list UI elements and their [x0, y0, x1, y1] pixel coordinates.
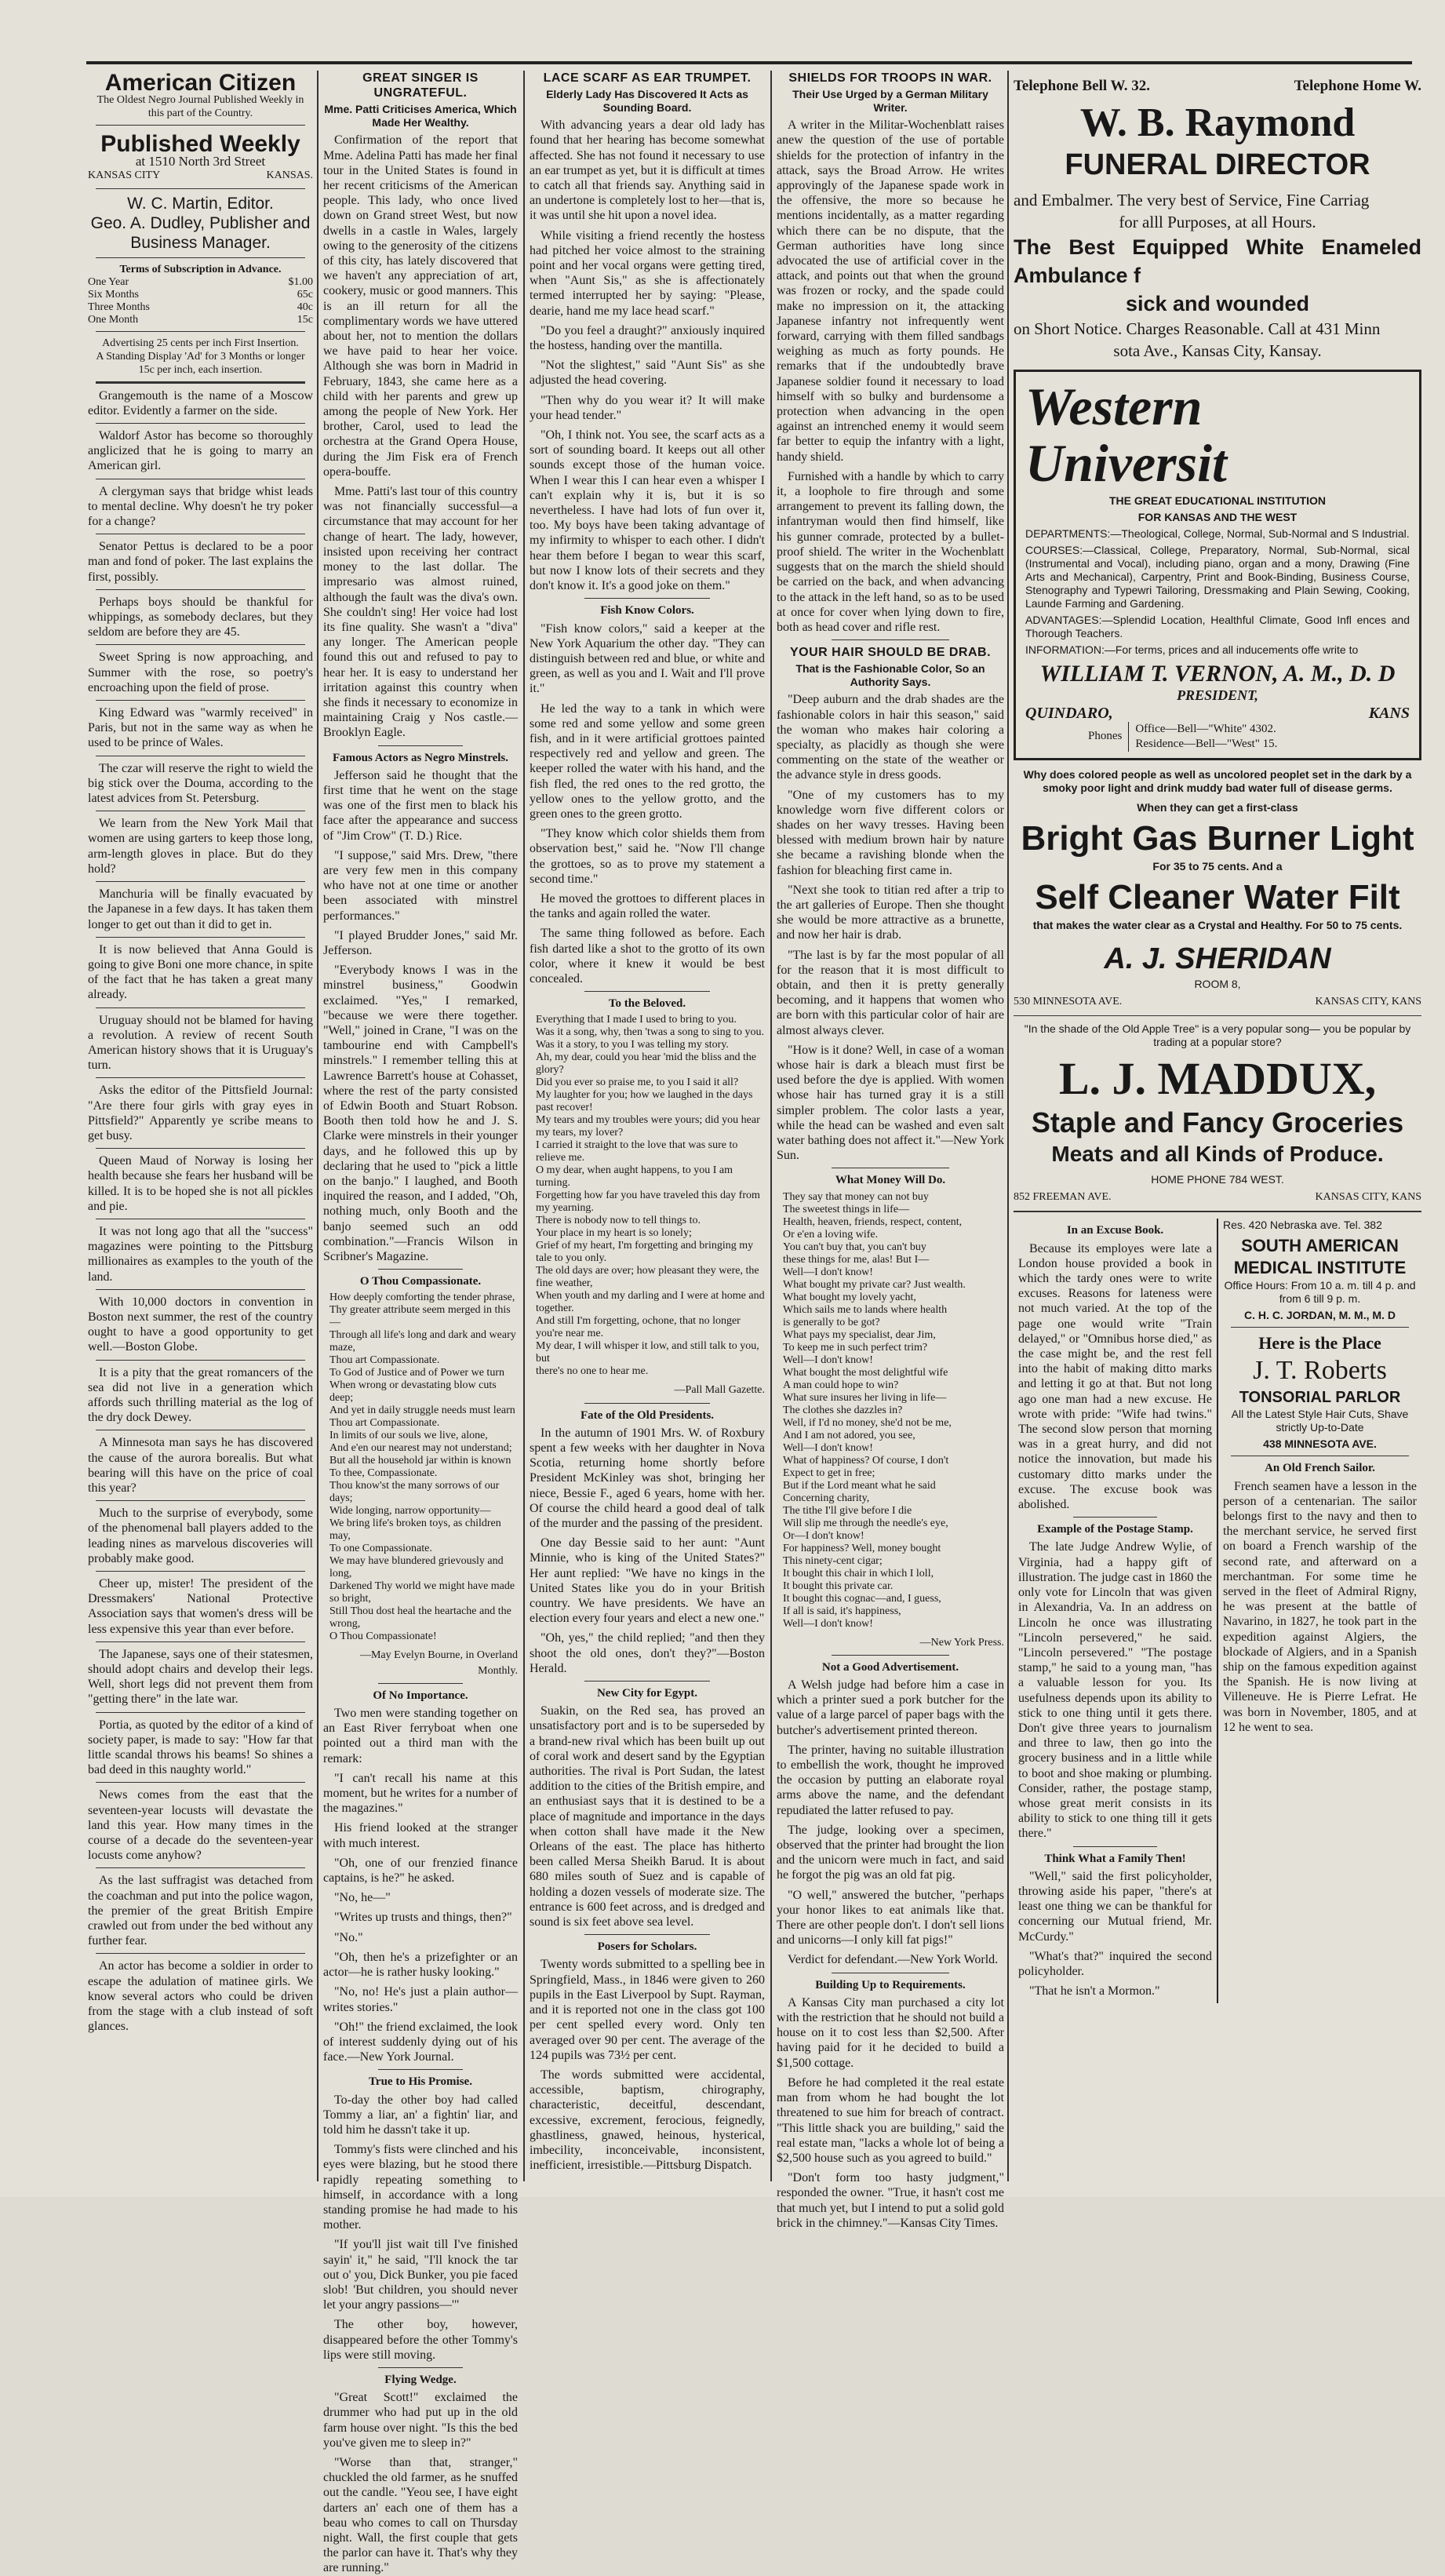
paragraph: It was not long ago that all the "success" magazines were pointing to the Pittsburg millionaires as examples to the youth of the land. [88, 1224, 313, 1284]
raymond-line: for alll Purposes, at all Hours. [1119, 213, 1316, 232]
divider [1014, 1211, 1421, 1212]
column-3 [530, 71, 765, 2181]
raymond-line: on Short Notice. Charges Reasonable. Call at 431 Minn [1014, 319, 1381, 339]
paragraph: The judge, looking over a specimen, observed that the printer had brought the lion and the unicorn were much in fact, and said he forgot the pig was an old fat pig. [777, 1823, 1004, 1882]
paragraph: The late Judge Andrew Wylie, of Virginia, had a happy gift of illustration. The judge cast in 1860 the only vote for Lincoln that was given in Alexandria, Va. In an address on Lincoln he once was illustrating "Lincoln persevered," he said. "Lincoln persevered." "The postage stamp," he said to a young man, "has a valuable lesson for you. Its usefulness depends upon its ability to stick to one thing until it gets there. Don't give three years to journalism and three to law, then go into the grocery business and in a little while to boot and shoe making or plumbing. Consider, rather, the postage stamp, whose great merit consists in its ability to stick to one thing till it gets there." [1018, 1540, 1212, 1841]
paragraph: "Fish know colors," said a keeper at the New York Aquarium the other day. "They can distinguish between red and blue, or white and green, as well as you and I. Wait and I'll prove it." [530, 621, 765, 696]
article-headline: Example of the Postage Stamp. [1037, 1523, 1193, 1536]
paragraph: His friend looked at the stranger with much interest. [323, 1821, 518, 1850]
sheridan-city: KANSAS CITY, KANS [1315, 996, 1421, 1008]
sa-residence: Res. 420 Nebraska ave. Tel. 382 [1223, 1219, 1382, 1232]
paragraph: Senator Pettus is declared to be a poor man and fond of poker. The last explains the first, possibly. [88, 540, 313, 584]
western-vernon: WILLIAM T. VERNON, A. M., D. D [1039, 661, 1396, 687]
paragraph: Sweet Spring is now approaching, and Summer with the rose, so poetry's encroaching upon the field of prose. [88, 650, 313, 694]
paragraph: Tommy's fists were clinched and his eyes were blazing, but he stood there rapidly repeating something to himself, in accordance with a long standing promise he had made to his mother. [323, 2143, 518, 2232]
divider [1073, 1517, 1157, 1518]
paragraph: "Do you feel a draught?" anxiously inquired the hostess, handing over the mantilla. [530, 323, 765, 353]
paragraph: The other boy, however, disappeared before the other Tommy's lips were still moving. [323, 2318, 518, 2362]
sheridan-gas-light: Bright Gas Burner Light [1021, 819, 1414, 858]
sheridan-question: When they can get a first-class [1137, 801, 1298, 814]
divider [96, 700, 305, 701]
divider [96, 1289, 305, 1290]
divider [378, 2367, 463, 2368]
bottom-right-column [1217, 1219, 1421, 2003]
paragraph: Cheer up, mister! The president of the Dressmakers' National Protective Association says that women's dress will be less expensive this year than ever before. [88, 1577, 313, 1636]
divider [96, 1007, 305, 1008]
paragraph: "What's that?" inquired the second policyholder. [1018, 1949, 1212, 1978]
maddux-meats: Meats and all Kinds of Produce. [1051, 1142, 1384, 1167]
article-headline: An Old French Sailor. [1265, 1462, 1375, 1475]
paragraph: A Welsh judge had before him a case in which a printer sued a pork butcher for the value of a large parcel of paper bags with the butcher's advertisement printed thereon. [777, 1678, 1004, 1737]
maddux-address: 852 FREEMAN AVE. [1014, 1191, 1112, 1204]
raymond-line: sota Ave., Kansas City, Kansay. [1113, 341, 1322, 361]
paragraph: "Writes up trusts and things, then?" [334, 1911, 512, 1925]
terms-row: Six Months 65c [88, 288, 313, 301]
raymond-name: W. B. Raymond [1079, 100, 1356, 146]
paragraph: "If you'll jist wait till I've finished sayin' it," he said, "I'll knock the tar out o' you, Dick Bunker, you pie faced slob! 'But children, you should never let your angry passions—'" [323, 2238, 518, 2312]
western-president: PRESIDENT, [1177, 687, 1258, 704]
city-right: KANSAS. [266, 169, 313, 182]
paragraph: News comes from the east that the seventeen-year locusts will devastate the land this year. How many times in the course of a decade do the seventeen-year locusts come anyhow? [88, 1788, 313, 1863]
article-subhead: That is the Fashionable Color, So an Authority Says. [795, 662, 985, 689]
paragraph: To-day the other boy had called Tommy a liar, an' a fightin' liar, and told him he dassn't take it up. [323, 2093, 518, 2137]
advert-rate: Advertising 25 cents per inch First Insertion. [102, 337, 299, 349]
maddux-groceries: Staple and Fancy Groceries [1031, 1106, 1404, 1139]
divider [378, 2069, 463, 2070]
divider [96, 331, 305, 332]
western-location [1025, 706, 1410, 721]
sa-name: SOUTH AMERICAN MEDICAL INSTITUTE [1233, 1236, 1407, 1278]
paragraph: We learn from the New York Mail that women are using garters to keep those long, arm-length gloves in place. But do they hold? [88, 817, 313, 876]
column-5-advertisements [1014, 71, 1421, 2181]
paragraph: "Everybody knows I was in the minstrel business," Goodwin exclaimed. "Yes," I remarked, "because we were there together. "Well," joined in Crane, "I was on the tambourine end with Campbell's minstrels." I remember telling this at Lawrence Barrett's house at Cohasset, where the rest of the party consisted of Edwin Booth and Stuart Robson. Booth then told how he and J. S. Clarke were minstrels in their younger days, and he followed this up by declaring that he used to "pick a little on the banjo." I laughed, and Booth inquired the reason, and I added, "Oh, nothing much, only Booth and the banjo seemed such an odd combination."—Francis Wilson in Scribner's Magazine. [323, 964, 518, 1264]
poem-signature: —New York Press. [919, 1636, 1004, 1649]
divider [584, 598, 710, 599]
sheridan-name: A. J. SHERIDAN [1104, 942, 1331, 976]
western-residence-phone: Residence—Bell—"West" 15. [1135, 737, 1278, 750]
published-weekly: Published Weekly [100, 131, 300, 158]
raymond-telephones [1014, 78, 1421, 93]
masthead-city [88, 168, 313, 183]
western-courses: COURSES:—Classical, College, Preparatory, Normal, Sub-Normal, sical (Instrumental and Vocal), including piano, organ and a mony, Drawing (Fine Arts and Mechanical), Carpentry, Print and Book-Binding, Business Course, Stenography and Typewri Tailoring, Dressmaking and Plain Sewing, Cooking, Launde Farming and Gardening. [1025, 544, 1410, 610]
terms-row: Three Months 40c [88, 301, 313, 313]
paragraph: "Oh, I think not. You see, the scarf acts as a sort of sounding board. It keeps out all other sounds except those of the human voice. When I wear this I can hear even a whisper I can't explain why it is, but it is so nevertheless. I have had lots of fun over it, too. My boys have been taking advantage of my infirmity to whisper to each other. I didn't hear them before I began to wear this scarf, but now I know lots of their secrets and they don't know it. It's a good joke on them." [530, 428, 765, 593]
paragraph: "They know which color shields them from observation best," said he. "Now I'll change the grottoes, so as to prove my statement a second time." [530, 827, 765, 886]
maddux-address-row [1014, 1190, 1421, 1204]
article-headline: Think What a Family Then! [1044, 1852, 1186, 1865]
paragraph: "Not the slightest," said "Aunt Sis" as she adjusted the head covering. [530, 359, 765, 388]
sheridan-water-desc: that makes the water clear as a Crystal and Healthy. For 50 to 75 cents. [1032, 919, 1403, 932]
article-subhead: Elderly Lady Has Discovered It Acts as Sounding Board. [546, 88, 748, 115]
paragraph: With advancing years a dear old lady has found that her hearing has become somewhat affected. She has not found it necessary to use an ear trumpet as yet, but it is difficult at times to catch all that friends say. Anything said in an undertone is completely lost to her—that is, it was until she hit upon a novel idea. [530, 118, 765, 223]
paragraph: "I can't recall his name at this moment, but he writes for a number of the magazines." [323, 1771, 518, 1816]
poem-signature: —May Evelyn Bourne, in Overland Monthly. [359, 1649, 518, 1677]
roberts-here: Here is the Place [1258, 1333, 1381, 1354]
column-1 [88, 71, 313, 2181]
divider [96, 381, 305, 384]
sa-doctor: C. H. C. JORDAN, M. M., M. D [1244, 1309, 1396, 1322]
column-rule [770, 71, 772, 2181]
paragraph: Portia, as quoted by the editor of a kind of society paper, is made to say: "How far that little scandal throws his beams! So shines a bad deed in this naughty world." [88, 1718, 313, 1777]
display-rate: A Standing Display 'Ad' for 3 Months or longer 15c per inch, each insertion. [96, 350, 305, 376]
divider [584, 991, 710, 992]
poem-text: How deeply comforting the tender phrase, Thy greater attribute seem merged in this— Through all life's long and dark and weary maze, Thou art Compassionate. To God of Justice and of Power we turn When wrong or devastating blow cuts deep; And yet in daily struggle needs must learn Thou art Compassionate. In limits of our souls we live, alone, And e'en our nearest may not understand; But all the household jar within is known To thee, Compassionate. Thou know'st the many sorrows of our days; Wide longing, narrow opportunity— We bring life's broken toys, as children may, To one Compassionate. We may have blundered grievously and long, Darkened Thy world we might have made so bright, Still Thou dost heal the heartache and the wrong, O Thou Compassionate! [329, 1292, 516, 1643]
paragraph: Perhaps boys should be thankful for whippings, as somebody declares, but they seldom are before they are 45. [88, 595, 313, 639]
paragraph: A Minnesota man says he has discovered the cause of the aurora borealis. But what bearing will this have on the price of coal this year? [88, 1436, 313, 1495]
article-headline: LACE SCARF AS EAR TRUMPET. [543, 71, 752, 85]
paragraph: As the last suffragist was detached from the coachman and put into the police wagon, the premier of the great British Empire crawled out from under the bed without any further fear. [88, 1874, 313, 1948]
divider [96, 423, 305, 424]
article-headline: Posers for Scholars. [597, 1940, 697, 1954]
divider [378, 1269, 463, 1270]
paragraph: Before he had completed it the real estate man from whom he had bought the lot threatened to sue him for breach of contract. "This little shack you are building," said the real estate man, "lacks a whole lot of being a $2,500 house such as you agreed to build." [777, 2075, 1004, 2165]
paragraph: Much to the surprise of everybody, some of the phenomenal ball players added to the leading nines as marvelous discoveries will probably make good. [88, 1507, 313, 1565]
roberts-title: TONSORIAL PARLOR [1239, 1389, 1401, 1407]
bottom-two-columns [1014, 1219, 1421, 2003]
telephone-home: Telephone Home W. [1294, 78, 1421, 94]
paragraph: Mme. Patti's last tour of this country was not financially successful—a circumstance that may account for her change of heart. The lady, however, insisted upon receiving her contract money to the last dollar. The impresario was almost ruined, although the fault was the diva's own. She couldn't sing! Her voice had lost its fine quality. She wasn't a "diva" any longer. The American people found this out and refused to pay to hear her. It is easy to understand her irritation against this country when she finds it necessary to economize in maintaining Craig y Nos castle.—Brooklyn Eagle. [323, 485, 518, 740]
western-departments: DEPARTMENTS:—Theological, College, Normal, Sub-Normal and S Industrial. [1025, 527, 1410, 541]
paragraph: An actor has become a soldier in order to escape the adulation of matinee girls. We know several actors who could be driven from the stage with a club instead of soft glances. [88, 1959, 313, 2034]
paragraph: "Oh, yes," the child replied; "and then they shoot the old ones, don't they?"—Boston Herald. [530, 1631, 765, 1675]
divider [1073, 1846, 1157, 1847]
divider [1231, 1327, 1409, 1328]
column-rule [523, 71, 525, 2181]
terms-list [88, 276, 313, 326]
paragraph: In the autumn of 1901 Mrs. W. of Roxbury spent a few weeks with her daughter in Nova Scotia, returning home shortly before President McKinley was shot, bringing her niece, Bessie F., aged 6 years, home with her. Of course the child heard a good deal of talk of the murder and the passing of the president. [530, 1426, 765, 1530]
poem-text: They say that money can not buy The sweetest things in life— Health, heaven, friends, respect, content, Or e'en a loving wife. You can't buy that, you can't buy these things for me, alas! But I— Well—I don't know! What bought my private car? Just wealth. What bought my lovely yacht, Which sails me to lands where health is generally to be got? What pays my specialist, dear Jim, To keep me in such perfect trim? Well—I don't know! What bought the most delightful wife A man could hope to win? What sure insures her living in life— The clothes she dazzles in? Well, if I'd no money, she'd not be me, And I am not adored, you see, Well—I don't know! What of happiness? Of course, I don't Expect to get in free; But if the Lord meant what he said Concerning charity, The tithe I'll give before I die Will slip me through the needle's eye, Or—I don't know! For happiness? Well, money bought This ninety-cent cigar; It bought this chair in which I loll, It bought this private car. It bought this cognac—and, I guess, If all is said, it's happiness, Well—I don't know! [783, 1190, 966, 1630]
paragraph: "Worse than that, stranger," chuckled the old farmer, as he snuffed out the candle. "Yeou see, I have eight darters an' each one of them has a beau who comes to call on Thursday night. Wall, the first couple that gets the parlor can have it. That's why they are running." [323, 2455, 518, 2575]
western-university-sub: FOR KANSAS AND THE WEST [1137, 511, 1298, 524]
divider [584, 1403, 710, 1404]
column-rule [317, 71, 318, 2181]
paragraph: "No, no! He's just a plain author—writes stories." [323, 1985, 518, 2014]
paragraph: "One of my customers has to my knowledge worn five different colors or shades on her wavy tresses. Having been blessed with medium brown hair by nature she became a ravishing blonde when the fashion for bleaching first came in. [777, 788, 1004, 877]
western-university-title: Western Universit [1025, 377, 1227, 494]
paragraph: "No." [334, 1930, 363, 1944]
western-quindaro: QUINDARO, [1025, 705, 1113, 723]
article-headline: Of No Importance. [373, 1689, 468, 1702]
maddux-city: KANSAS CITY, KANS [1315, 1191, 1421, 1204]
poem-title: What Money Will Do. [835, 1174, 946, 1187]
paragraph: "Next she took to titian red after a trip to the art galleries of Europe. Then she thought she would be more attractive as a brunette, and now her hair is drab. [777, 883, 1004, 942]
column-rule [1007, 71, 1009, 2181]
paragraph: A Kansas City man purchased a city lot with the restriction that he should not build a house on it to cost less than $2,500. After having paid for it he decided to build a $1,500 cottage. [777, 1995, 1004, 2070]
divider [96, 1500, 305, 1501]
paragraph: It is now believed that Anna Gould is going to give Boni one more chance, in spite of the fact that he has taken a great many already. [88, 942, 313, 1002]
divider [1014, 1015, 1421, 1016]
western-kansas: KANS [1368, 705, 1410, 723]
paragraph: "I suppose," said Mrs. Drew, "there are very few men in this company who have not at one time or another been associated with minstrel performances." [323, 848, 518, 923]
divider [832, 1655, 949, 1656]
western-university-ad [1014, 370, 1421, 760]
article-headline: Fate of the Old Presidents. [580, 1408, 715, 1422]
divider [584, 1681, 710, 1682]
sheridan-address-row [1014, 994, 1421, 1009]
paragraph: While visiting a friend recently the hostess had pitched her voice almost to the straining point and her vocal organs were getting tired, when "Aunt Sis," as she is affectionately termed interrupted her by saying: "Please, dearie, hand me my lace head scarf." [530, 228, 765, 318]
raymond-line: The Best Equipped White Enameled Ambulance f [1014, 235, 1421, 288]
paragraph: Confirmation of the report that Mme. Adelina Patti has made her final tour in the United States is found in her recent criticisms of the American people. This lady, who once lived down on Grand street West, but now dwells in a castle in Wales, largely owing to the generosity of the citizens of this city, has lately discovered that we haven't any appreciation of art, cookery, music or good manners. This is an ill return for all the complimentary words we have uttered about her, not to mention the dollars we have paid to hear her voice. Although she was born in Madrid in February, 1843, she came here as a child with her parents and grew up among the people of New York. Her brother, Carol, used to lead the orchestra at the Grand Opera House, during the Jim Fisk era of French opera-bouffe. [323, 133, 518, 479]
sheridan-intro: Why does colored people as well as uncolored peoplet set in the dark by a smoky poor light and drink muddy bad water full of disease germs. [1023, 768, 1412, 795]
divider [96, 1077, 305, 1078]
paragraph: Grangemouth is the name of a Moscow editor. Evidently a farmer on the side. [88, 388, 313, 417]
paragraph: "Oh, one of our frenzied finance captains, is he?" he asked. [323, 1856, 518, 1886]
masthead-address: at 1510 North 3rd Street [135, 154, 266, 169]
poem-title: To the Beloved. [608, 997, 686, 1011]
paragraph: "The last is by far the most popular of all for the reason that it is most difficult to obtain, and then it is pretty generally becoming, and it happens that women who are born with this particular color of hair are almost always clever. [777, 948, 1004, 1037]
western-phones-label: Phones [1088, 730, 1123, 743]
divider [378, 1683, 463, 1684]
top-rule [86, 61, 1412, 64]
roberts-name: J. T. Roberts [1253, 1356, 1387, 1386]
terms-title: Terms of Subscription in Advance. [119, 263, 282, 275]
bottom-left-column [1014, 1219, 1217, 2003]
maddux-phone: HOME PHONE 784 WEST. [1151, 1173, 1284, 1186]
paragraph: "Oh, then he's a prizefighter or an actor—he is rather husky looking." [323, 1950, 518, 1980]
divider [96, 125, 305, 126]
editor-line: W. C. Martin, Editor. [127, 194, 274, 213]
column-2 [323, 71, 518, 2575]
roberts-line: All the Latest Style Hair Cuts, Shave strictly Up-to-Date [1231, 1408, 1409, 1434]
paragraph: French seamen have a lesson in the person of a centenarian. The sailor belongs first to the navy and then to the merchant service, he served first on board a French warship of the second rate, and afterward on a merchantman. For some time he served in the fleet of Admiral Rigny, he was present at the battle of Navarino, in 1827, he took part in the expedition against Algiers, the blockade of Algiers, and in a Spanish ship on the famous expedition against the Spanish. He is now living at Villeneuve. He is Pierre Lefrat. He was born in November, 1805, and at 12 he went to sea. [1223, 1479, 1417, 1734]
paragraph: It is a pity that the great romancers of the sea did not live in a generation which affords such thrilling material as the log of the dry dock Dewey. [88, 1365, 313, 1425]
divider [96, 881, 305, 882]
divider [584, 1934, 710, 1935]
paragraph: Verdict for defendant.—New York World. [788, 1953, 999, 1967]
paragraph: The printer, having no suitable illustration to embellish the work, thought he improved the occasion by putting an elaborate royal arms above the name, and the defendant repudiated the latter refused to pay. [777, 1743, 1004, 1817]
sheridan-address: 530 MINNESOTA AVE. [1014, 996, 1123, 1008]
sa-hours: Office Hours: From 10 a. m. till 4 p. and from 6 till 9 p. m. [1224, 1279, 1416, 1306]
article-headline: Building Up to Requirements. [815, 1978, 966, 1991]
divider [96, 1953, 305, 1954]
paragraph: "I played Brudder Jones," said Mr. Jefferson. [323, 928, 518, 957]
paragraph: Waldorf Astor has become so thoroughly anglicized that he is going to marry an American girl. [88, 429, 313, 473]
article-headline: In an Excuse Book. [1066, 1224, 1164, 1237]
paragraph: "O well," answered the butcher, "perhaps your honor likes to eat animals like that. There are other people don't. I don't sell lions and unicorns—I only kill fat pigs!" [777, 1888, 1004, 1947]
paragraph: A clergyman says that bridge whist leads to mental decline. Why doesn't he try poker for a change? [88, 484, 313, 529]
article-headline: SHIELDS FOR TROOPS IN WAR. [788, 71, 992, 85]
paragraph: "Great Scott!" exclaimed the drummer who had put up in the old farm house over night. "Is this the bed you've given me to sleep in?" [323, 2391, 518, 2450]
article-headline: Flying Wedge. [384, 2373, 457, 2386]
article-headline: New City for Egypt. [596, 1687, 698, 1700]
divider [96, 1712, 305, 1713]
western-office-phone: Office—Bell—"White" 4302. [1135, 722, 1276, 735]
paragraph: He led the way to a tank in which were some red and some yellow and some green fish, and in it were artificial grottoes painted respectively red and yellow and green. The keeper rolled the water with his hand, and the fish fled, the red ones to the red grotto, the yellow ones to the yellow grotto, and the green ones to the green grotto. [530, 701, 765, 821]
maddux-intro: "In the shade of the Old Apple Tree" is a very popular song— you be popular by trading at a popular store? [1024, 1022, 1411, 1049]
article-subhead: Mme. Patti Criticises America, Which Made Her Wealthy. [324, 103, 517, 129]
divider [96, 1782, 305, 1783]
paragraph: One day Bessie said to her aunt: "Aunt Minnie, who is king of the United States?" Her aunt replied: "We have no kings in the United States like you do in your British country. We have presidents. We have an election every four years and elect a new one." [530, 1536, 765, 1626]
divider [96, 589, 305, 590]
roberts-address: 438 MINNESOTA AVE. [1263, 1437, 1377, 1451]
paragraph: The czar will reserve the right to wield the big stick over the Douma, according to the latest advices from St. Petersburg. [88, 761, 313, 806]
raymond-line: sick and wounded [1125, 292, 1310, 316]
divider [96, 257, 305, 258]
paragraph: "Don't form too hasty judgment," responded the owner. "True, it hasn't cost me that much yet, but I intend to put a solid gold brick in the chimney."—Kansas City Times. [777, 2171, 1004, 2230]
paragraph: "Well," said the first policyholder, throwing aside his paper, "there's at least one thing we can be thankful for concerning our Mutual friend, Mr. McCurdy." [1018, 1869, 1212, 1944]
article-headline: True to His Promise. [369, 2075, 472, 2089]
article-headline: GREAT SINGER IS UNGRATEFUL. [362, 71, 479, 100]
terms-row: One Year $1.00 [88, 275, 313, 288]
western-information: INFORMATION:—For terms, prices and all inducements offe write to [1025, 643, 1359, 657]
article-headline: YOUR HAIR SHOULD BE DRAB. [789, 646, 992, 660]
divider [96, 1571, 305, 1572]
paragraph: Two men were standing together on an East River ferryboat when one pointed out a third man with the remark: [323, 1707, 518, 1765]
article-headline: Famous Actors as Negro Minstrels. [332, 751, 508, 764]
paragraph: Jefferson said he thought that the first time that he went on the stage was one of the first men to black his face after the appearance and success of "Jim Crow" (T. D.) Rice. [323, 768, 518, 843]
western-phones [1088, 722, 1410, 752]
divider [378, 745, 463, 746]
telephone-bell: Telephone Bell W. 32. [1014, 78, 1151, 94]
column-4 [777, 71, 1004, 2230]
sheridan-gas-price: For 35 to 75 cents. And a [1152, 860, 1283, 873]
paragraph: "Then why do you wear it? It will make your head tender." [530, 393, 765, 422]
paragraph: Manchuria will be finally evacuated by the Japanese in a few days. It has taken them longer to get out than it did to get in. [88, 887, 314, 931]
masthead-title: American Citizen [104, 70, 297, 96]
raymond-line: and Embalmer. The very best of Service, Fine Carriag [1014, 191, 1370, 210]
masthead-tagline: The Oldest Negro Journal Published Weekly in this part of the Country. [96, 94, 304, 120]
paragraph: "How is it done? Well, in case of a woman whose hair is dark a bleach must first be used before the dye is applied. With women whose hair has turned gray it is a still simpler problem. The color lasts a year, while the head can be washed and even salt water bathing does not affect it."—New York Sun. [777, 1043, 1004, 1163]
paragraph: "That he isn't a Mormon." [1029, 1984, 1160, 1998]
maddux-name: L. J. MADDUX, [1058, 1053, 1377, 1105]
poem-signature: —Pall Mall Gazette. [674, 1384, 765, 1397]
western-advantages: ADVANTAGES:—Splendid Location, Healthful Climate, Good Infl ences and Thorough Teachers. [1025, 614, 1410, 640]
paragraph: With 10,000 doctors in convention in Boston next summer, the rest of the country ought to have a good opportunity to get well.—Boston Globe. [88, 1295, 313, 1354]
paragraph: Furnished with a handle by which to carry it, a loophole to fire through and some arrangement to prevent its falling down, the infantryman would then find himself, like his gunner comrade, protected by a bullet-proof shield. The writer in the Wochenblatt suggests that on the march the shield should be carried on the back, and when advancing to the attack in the left hand, so as to be used at once for cover when lying down to fire, both as head cover and rifle rest. [777, 469, 1004, 634]
divider [96, 644, 305, 645]
divider [96, 937, 305, 938]
paragraph: A writer in the Militar-Wochenblatt raises anew the question of the use of portable shields for the protection of infantry in the attack, says the Broad Arrow. He writes approvingly of the Japanese spade work in the offensive, the more so because he mentions incidentally, as a matter regarding which there can be no dispute, that the German authorities have long since advocated the use of artificial cover in the attack, and points out that when the ground was frozen or rocky, and the spade could make no impression on it, the attacking Japanese infantry not infrequently went forward, carrying with them filled sandbags weighing as much as forty pounds. He remarks that if the undoubtedly brave Japanese soldier found it necessary to load himself with so bulky and burdensome a protection when advancing in the open against an intrenched enemy it would seem far better to equip the infantry with a light, handy shield. [777, 118, 1004, 464]
publisher-line: Geo. A. Dudley, Publisher and Business Manager. [90, 213, 311, 252]
poem-text: Everything that I made I used to bring to you. Was it a song, why, then 'twas a song to sing to you. Was it a story, to you I was telling my story. Ah, my dear, could you hear 'mid the bliss and the glory? Did you ever so praise me, to you I said it all? My laughter for you; how we laughed in the days past recover! My tears and my troubles were yours; did you hear my tears, my lover? I carried it straight to the love that was sure to relieve me. O my dear, when aught happens, to you I am turning. Forgetting how far you have traveled this day from my yearning. There is nobody now to tell things to. Your place in my heart is so lonely; Grief of my heart, I'm forgetting and bringing my tale to you only. The old days are over; how pleasant they were, the fine weather, When youth and my darling and I were at home and together. And still I'm forgetting, ochone, that no longer you're near me. My dear, I will whisper it low, and still talk to you, but there's no one to hear me. [536, 1014, 765, 1378]
divider [96, 1148, 305, 1149]
paragraph: "Oh!" the friend exclaimed, the look of interest suddenly dying out of his face.—New York Journal. [323, 2020, 518, 2064]
article-subhead: Their Use Urged by a German Military Writer. [792, 88, 988, 115]
paragraph: King Edward was "warmly received" in Paris, but not in the same way as when he used to be prince of Wales. [88, 706, 313, 750]
sheridan-water-filter: Self Cleaner Water Filt [1035, 878, 1400, 917]
paragraph: Asks the editor of the Pittsfield Journal: "Are there four girls with gray eyes in Pittsfield?" Apparently ye scribe means to get busy. [88, 1084, 313, 1142]
city-left: KANSAS CITY [88, 169, 161, 182]
article-headline: Fish Know Colors. [600, 604, 694, 618]
divider [832, 639, 949, 640]
paragraph: Uruguay should not be blamed for having a revolution. A review of recent South American history shows that it is Uruguay's turn. [88, 1013, 313, 1073]
article-headline: Not a Good Advertisement. [821, 1660, 959, 1674]
western-university-sub: THE GREAT EDUCATIONAL INSTITUTION [1108, 494, 1327, 508]
paragraph: The Japanese, says one of their statesmen, should adopt chairs and develop their legs. Well, short legs did not prevent them from "getting there" in the late war. [88, 1647, 313, 1707]
sheridan-room: ROOM 8, [1194, 978, 1241, 991]
paragraph: Queen Maud of Norway is losing her health because she fears her husband will be killed. It is to be hoped she is not all pickles and pie. [88, 1154, 313, 1213]
paragraph: "No, he—" [334, 1891, 391, 1905]
poem-title: O Thou Compassionate. [359, 1275, 482, 1288]
divider [96, 1867, 305, 1868]
divider [96, 1641, 305, 1642]
raymond-title: FUNERAL DIRECTOR [1065, 148, 1370, 182]
paragraph: The words submitted were accidental, accessible, baptism, chirography, characteristic, deceitful, descendant, excessive, excrement, ferocious, feignedly, ghastliness, gnawed, heinous, hysterical, imbecility, inconceivable, inconsistent, inefficient, irresistible.—Pittsburg Dispatch. [530, 2068, 765, 2173]
paragraph: Because its employes were late a London house provided a book in which the tardy ones were to write excuses. Reasons for lateness were not much varied. At the top of the page one would write "Train delayed," or "Omnibus horse died," as the case might be, and the rest fell into the habit of making ditto marks and letting it go at that. But not long ago one man had a new excuse. He wrote with pride: "Wife had twins." The second slow person that morning was in a great hurry, and did not notice the innovation, but made his customary ditto marks under the excuse. The excuse book was abolished. [1018, 1241, 1212, 1512]
paragraph: The same thing followed as before. Each fish darted like a shot to the grotto of its own color, where it knew it would be best concealed. [530, 927, 765, 986]
paragraph: Suakin, on the Red sea, has proved an unsatisfactory port and is to be superseded by a brand-new rival which has been built up out of coral work and desert sand by the Egyptian authorities. The rival is Port Sudan, the latest addition to the cities of the British empire, and an enthusiast says that it is destined to be a place of magnitude and importance in the days when cotton shall have made it the New Orleans of the east. The place has hitherto been called Mersa Sheikh Barud. It is about 680 miles south of Suez and is capable of holding a dozen vessels of moderate size. The entrance is 600 feet across, and is dredged and sound is six feet above sea level. [530, 1704, 765, 1929]
terms-row: One Month 15c [88, 313, 313, 326]
divider [96, 188, 305, 189]
paragraph: Twenty words submitted to a spelling bee in Springfield, Mass., in 1846 were given to 260 pupils in the East Liverpool by Supt. Rayman, and it is reported not one in the class got 100 per cent spelled every word. Only ten averaged over 90 per cent. The average of the 124 pupils was 73½ per cent. [530, 1958, 765, 2062]
divider [96, 1360, 305, 1361]
paragraph: He moved the grottoes to different places in the tanks and again rolled the water. [530, 891, 765, 921]
paragraph: "Deep auburn and the drab shades are the fashionable colors in hair this season," said the woman who makes hair coloring a specialty, as placidly as though she were commenting on the state of the weather or the advance style in dress goods. [777, 693, 1004, 782]
